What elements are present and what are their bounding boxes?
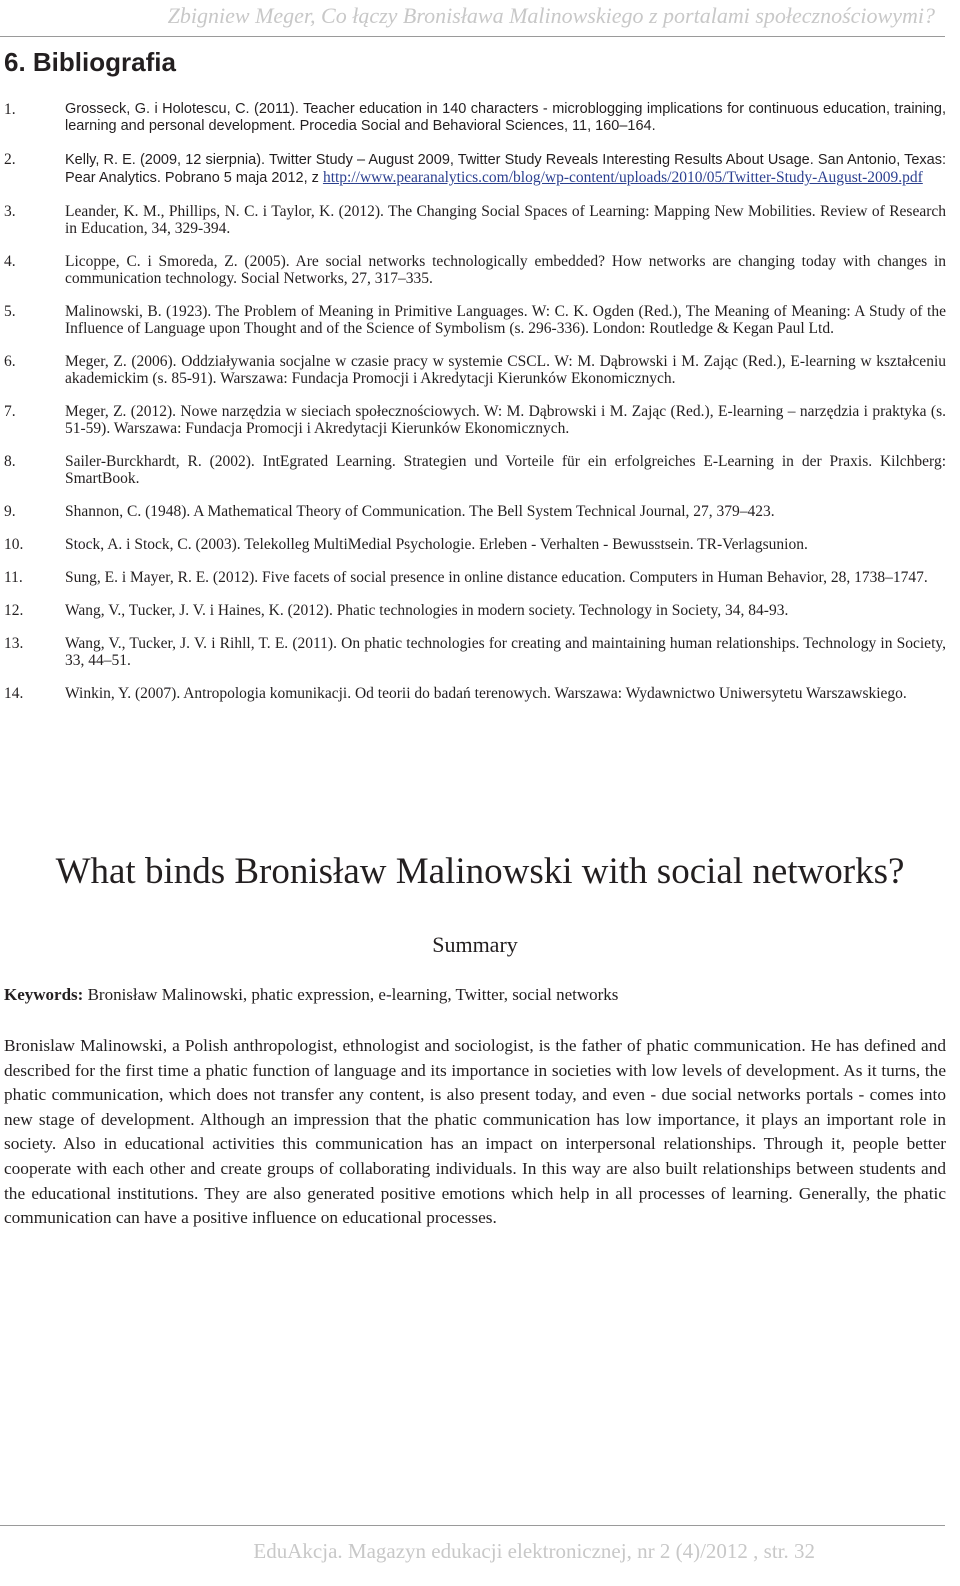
bibliography-item (4, 536, 946, 553)
keywords-label: Keywords: (4, 985, 84, 1004)
footer-journal: EduAkcja. Magazyn edukacji elektronicznej, nr 2 (4)/2012 , str. 32 (253, 1539, 815, 1563)
ref-text-with-link (65, 151, 946, 187)
ref-number: 12. (4, 602, 24, 619)
ref-number: 11. (4, 569, 23, 586)
ref-text: Grosseck, G. i Holotescu, C. (2011). Teacher education in 140 characters - microblogging implications for continuous education, training, learning and personal development. Procedia Social and Behavioral Sciences, 11, 160–164. (65, 101, 946, 134)
bibliography-item (4, 151, 946, 187)
ref-number: 5. (4, 303, 16, 320)
ref-text: Stock, A. i Stock, C. (2003). Telekolleg MultiMedial Psychologie. Erleben - Verhalten - Bewusstsein. TR-Verlagsunion. (65, 536, 808, 553)
bibliography-item (4, 569, 946, 586)
section-title: 6. Bibliografia (4, 47, 176, 77)
bibliography-item (4, 635, 946, 669)
ref-text: Wang, V., Tucker, J. V. i Rihll, T. E. (2011). On phatic technologies for creating and maintaining human relationships. Technology in Society, 33, 44–51. (65, 635, 946, 669)
ref-text: Meger, Z. (2012). Nowe narzędzia w sieciach społecznościowych. W: M. Dąbrowski i M. Zając (Red.), E-learning – narzędzia i praktyka (s. 51-59). Warszawa: Fundacja Promocji i Akredytacji Kierunków Ekonomicznych. (65, 403, 946, 437)
bibliography-item (4, 203, 946, 237)
running-header-title: Zbigniew Meger, Co łączy Bronisława Malinowskiego z portalami społecznościowymi? (167, 3, 935, 28)
ref-text: Sung, E. i Mayer, R. E. (2012). Five facets of social presence in online distance education. Computers in Human Behavior, 28, 1738–1747. (65, 569, 928, 586)
bibliography-item (4, 685, 946, 702)
ref-text: Leander, K. M., Phillips, N. C. i Taylor, K. (2012). The Changing Social Spaces of Learning: Mapping New Mobilities. Review of Research in Education, 34, 329-394. (65, 203, 946, 237)
ref-number: 3. (4, 203, 16, 220)
ref-number: 7. (4, 403, 16, 420)
abstract-paragraph: Bronislaw Malinowski, a Polish anthropologist, ethnologist and sociologist, is the father of phatic communication. He has defined and described for the first time a phatic function of language and its importance in societies with low levels of development. As it turns, the phatic communication, which does not transfer any content, is also present today, and even - due social networks portals - comes into new stage of development. Although an impression that the phatic communication has low importance, it plays an important role in society. Also in educational activities this communication has an impact on interpersonal relationships. Through it, people better cooperate with each other and create groups of collaborating individuals. In this way are also built relationships between students and the educational institutions. They are also generated positive emotions which help in all processes of learning. Generally, the phatic communication can have a positive influence on educational processes. (4, 1036, 946, 1228)
bibliography-item (4, 453, 946, 487)
ref-text: Licoppe, C. i Smoreda, Z. (2005). Are social networks technologically embedded? How networks are changing today with changes in communication technology. Social Networks, 27, 317–335. (65, 253, 946, 287)
ref-text: Winkin, Y. (2007). Antropologia komunikacji. Od teorii do badań terenowych. Warszawa: Wydawnictwo Uniwersytetu Warszawskiego. (65, 685, 907, 702)
running-header (0, 0, 945, 37)
ref-text: Wang, V., Tucker, J. V. i Haines, K. (2012). Phatic technologies in modern society. Technology in Society, 34, 84-93. (65, 602, 789, 619)
summary-heading: Summary (432, 932, 518, 957)
bibliography-item (4, 101, 946, 135)
ref-number: 8. (4, 453, 16, 470)
bibliography-item (4, 253, 946, 287)
ref-number: 10. (4, 536, 24, 553)
ref-text: Sailer-Burckhardt, R. (2002). IntEgrated Learning. Strategien und Vorteile für ein erfolgreiches E-Learning in der Praxis. Kilchberg: SmartBook. (65, 453, 946, 487)
ref-text: Kelly, R. E. (2009, 12 sierpnia). Twitter Study – August 2009, Twitter Study Reveals Interesting Results About Usage. San Antonio, Texas: Pear Analytics. Pobrano 5 maja 2012, z (65, 152, 946, 186)
ref-number: 2. (4, 151, 16, 168)
bibliography-item (4, 353, 946, 387)
bibliography-item (4, 503, 946, 520)
ref-number: 9. (4, 503, 16, 520)
bibliography-item (4, 602, 946, 619)
ref-text: Malinowski, B. (1923). The Problem of Meaning in Primitive Languages. W: C. K. Ogden (Red.), The Meaning of Meaning: A Study of the Influence of Language upon Thought and of the Science of Symbolism (s. 296-336). London: Routledge & Kegan Paul Ltd. (65, 303, 946, 337)
ref-number: 1. (4, 101, 16, 118)
ref-number: 14. (4, 685, 24, 702)
ref-number: 4. (4, 253, 16, 270)
bibliography-item (4, 403, 946, 437)
summary-title: What binds Bronisław Malinowski with social networks? (55, 851, 905, 892)
ref-link[interactable]: http://www.pearanalytics.com/blog/wp-content/uploads/2010/05/Twitter-Study-August-2009.pdf (322, 169, 923, 186)
ref-text: Meger, Z. (2006). Oddziaływania socjalne w czasie pracy w systemie CSCL. W: M. Dąbrowski i M. Zając (Red.), E-learning w kształceniu akademickim (s. 85-91). Warszawa: Fundacja Promocji i Akredytacji Kierunków Ekonomicznych. (65, 353, 946, 387)
ref-text: Shannon, C. (1948). A Mathematical Theory of Communication. The Bell System Technical Journal, 27, 379–423. (65, 503, 775, 520)
running-footer (0, 1525, 945, 1586)
keywords-line (4, 985, 946, 1005)
keywords-text: Bronisław Malinowski, phatic expression, e-learning, Twitter, social networks (83, 985, 619, 1004)
bibliography-list (4, 101, 946, 718)
bibliography-item (4, 303, 946, 337)
ref-number: 6. (4, 353, 16, 370)
ref-number: 13. (4, 635, 24, 652)
